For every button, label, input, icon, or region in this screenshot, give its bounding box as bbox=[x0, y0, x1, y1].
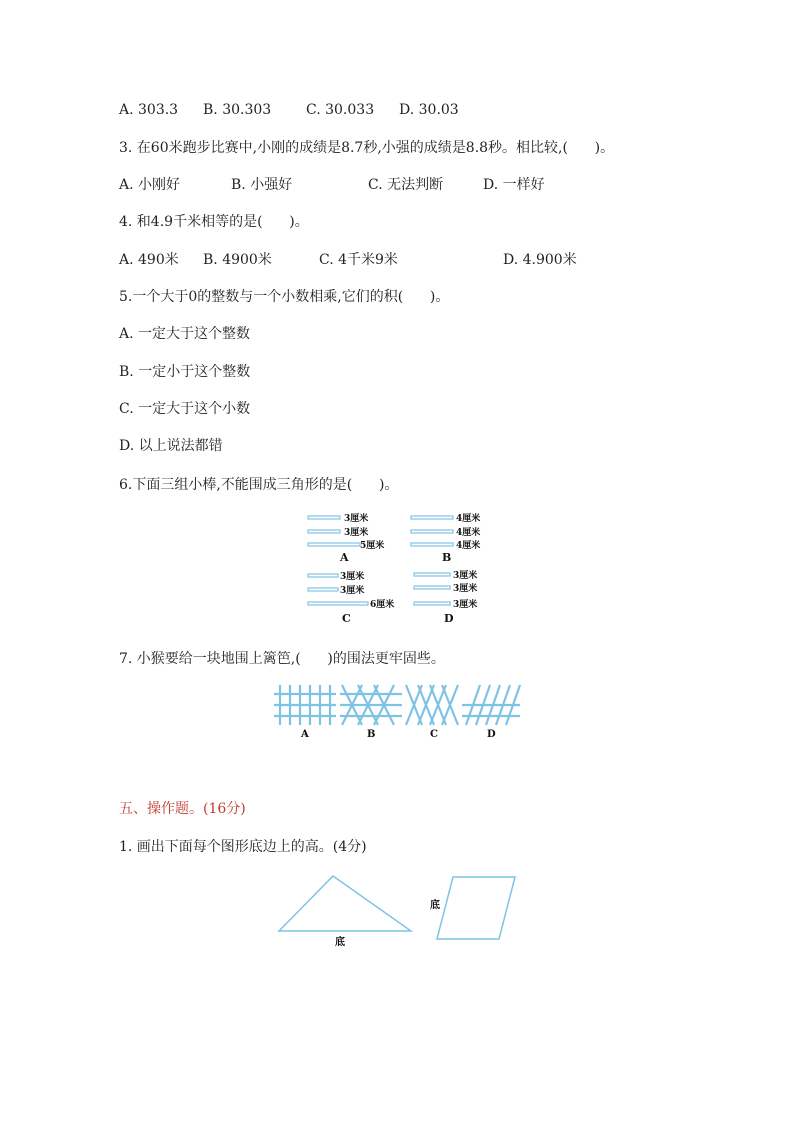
fence-label-d: D bbox=[487, 729, 496, 740]
stick bbox=[308, 602, 368, 605]
q4-option-d: D. 4.900米 bbox=[503, 252, 577, 268]
stick bbox=[411, 530, 453, 533]
stick-label: 3厘米 bbox=[453, 584, 478, 594]
q3-stem: 3. 在60米跑步比赛中,小刚的成绩是8.7秒,小强的成绩是8.8秒。相比较,( )。 bbox=[119, 140, 615, 156]
stick bbox=[308, 588, 338, 591]
fence-b bbox=[340, 685, 402, 725]
stick-label: 5厘米 bbox=[360, 541, 385, 551]
q7-fence-figure bbox=[274, 680, 524, 742]
q2-option-a: A. 303.3 bbox=[119, 102, 179, 118]
group-label-d: D bbox=[444, 612, 454, 625]
section5-shapes-figure bbox=[272, 868, 522, 950]
stick-label: 4厘米 bbox=[456, 514, 481, 524]
stick bbox=[308, 574, 338, 577]
stick bbox=[414, 573, 450, 576]
q5-option-a: A. 一定大于这个整数 bbox=[119, 326, 251, 342]
q2-option-b: B. 30.303 bbox=[203, 102, 272, 118]
stick bbox=[308, 516, 340, 519]
q7-stem: 7. 小猴要给一块地围上篱笆,( )的围法更牢固些。 bbox=[119, 651, 445, 667]
stick-label: 3厘米 bbox=[340, 572, 365, 582]
stick-label: 3厘米 bbox=[344, 528, 369, 538]
q6-sticks-figure bbox=[300, 506, 500, 628]
q5-option-d: D. 以上说法都错 bbox=[119, 438, 223, 454]
fence-label-a: A bbox=[301, 729, 309, 740]
q4-stem: 4. 和4.9千米相等的是( )。 bbox=[119, 214, 309, 230]
stick bbox=[308, 530, 340, 533]
stick bbox=[414, 602, 450, 605]
group-label-c: C bbox=[342, 612, 351, 625]
stick-label: 3厘米 bbox=[344, 514, 369, 524]
group-label-a: A bbox=[340, 551, 349, 564]
q5-stem: 5.一个大于0的整数与一个小数相乘,它们的积( )。 bbox=[119, 289, 450, 305]
stick bbox=[411, 543, 453, 546]
stick bbox=[414, 586, 450, 589]
q5-option-c: C. 一定大于这个小数 bbox=[119, 401, 251, 417]
fence-label-b: B bbox=[367, 729, 376, 740]
q2-option-c: C. 30.033 bbox=[306, 102, 375, 118]
q3-option-c: C. 无法判断 bbox=[368, 177, 444, 193]
parallelogram-base-label: 底 bbox=[430, 900, 440, 911]
stick bbox=[308, 543, 360, 546]
stick-label: 3厘米 bbox=[453, 571, 478, 581]
stick-label: 3厘米 bbox=[453, 600, 478, 610]
fence-d bbox=[462, 685, 520, 725]
stick-label: 4厘米 bbox=[456, 528, 481, 538]
q4-option-c: C. 4千米9米 bbox=[319, 252, 398, 268]
parallelogram-shape bbox=[437, 877, 515, 939]
q4-option-b: B. 4900米 bbox=[203, 252, 272, 268]
q2-option-d: D. 30.03 bbox=[399, 102, 459, 118]
q3-option-a: A. 小刚好 bbox=[119, 177, 181, 193]
stick bbox=[411, 516, 453, 519]
fence-label-c: C bbox=[430, 729, 438, 740]
fence-c bbox=[406, 685, 458, 725]
q3-option-d: D. 一样好 bbox=[483, 177, 545, 193]
stick-label: 4厘米 bbox=[456, 541, 481, 551]
section-five-title: 五、操作题。(16分) bbox=[119, 801, 246, 817]
q3-option-b: B. 小强好 bbox=[231, 177, 293, 193]
section5-q1-stem: 1. 画出下面每个图形底边上的高。(4分) bbox=[119, 839, 367, 855]
stick-label: 3厘米 bbox=[340, 586, 365, 596]
triangle-shape bbox=[279, 876, 411, 931]
q4-option-a: A. 490米 bbox=[119, 252, 179, 268]
group-label-b: B bbox=[442, 551, 452, 564]
q5-option-b: B. 一定小于这个整数 bbox=[119, 364, 251, 380]
fence-a bbox=[274, 685, 336, 725]
q6-stem: 6.下面三组小棒,不能围成三角形的是( )。 bbox=[119, 477, 399, 493]
stick-label: 6厘米 bbox=[370, 600, 395, 610]
triangle-base-label: 底 bbox=[335, 937, 345, 948]
